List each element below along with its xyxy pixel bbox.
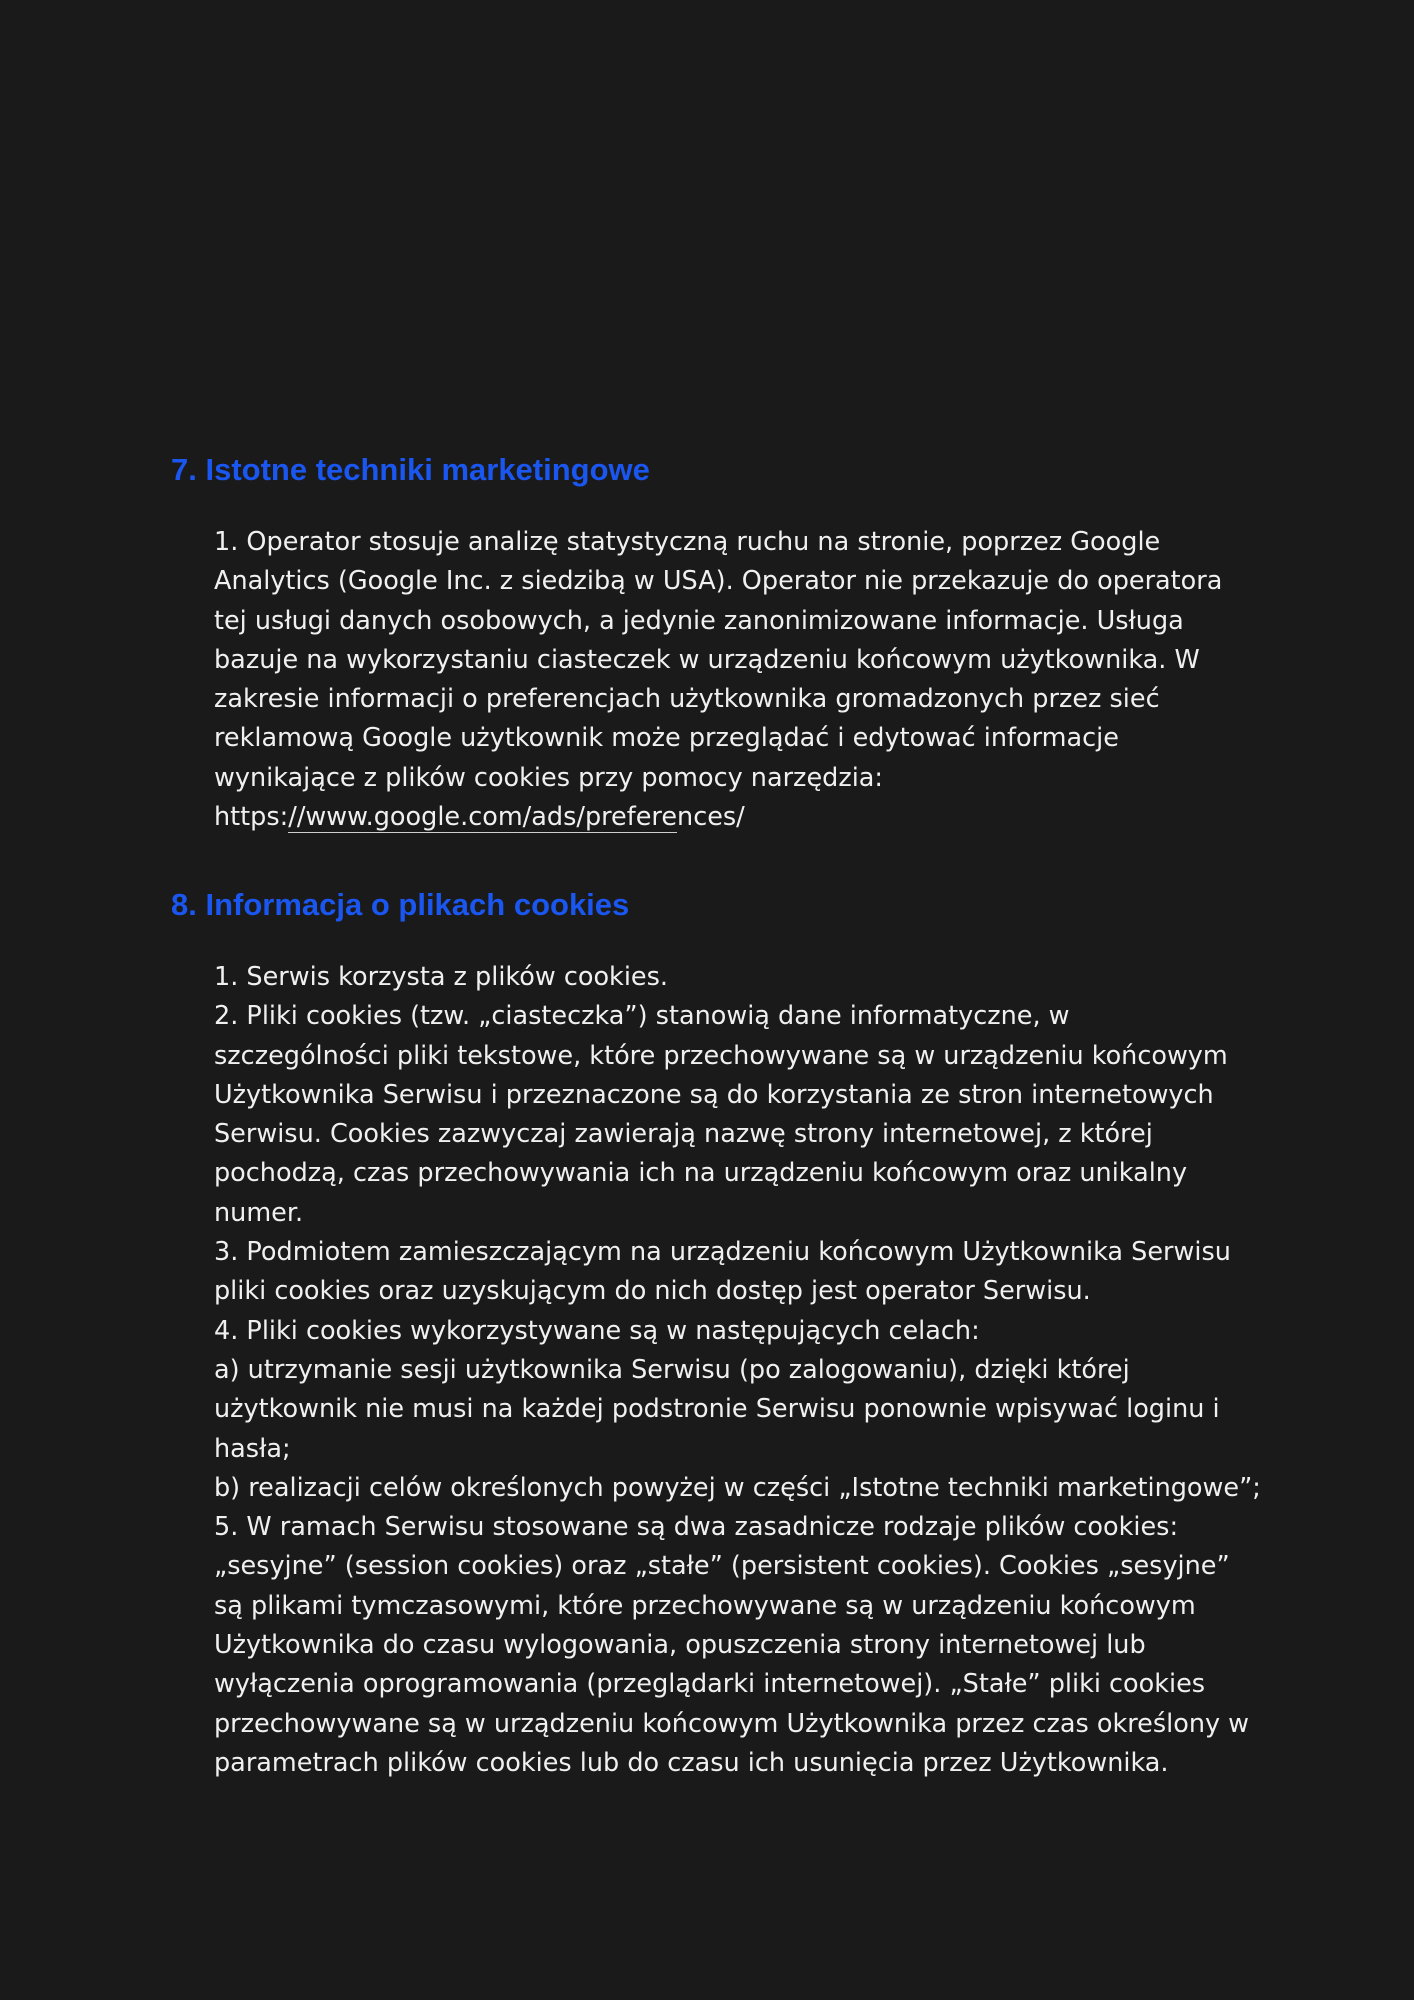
section-8-line: 4. Pliki cookies wykorzystywane są w następujących celach: — [214, 1315, 980, 1346]
link-suffix: nces/ — [677, 802, 745, 833]
section-8-line: Serwisu. Cookies zazwyczaj zawierają nazwę strony internetowej, z której — [214, 1119, 1153, 1150]
section-8-line: 5. W ramach Serwisu stosowane są dwa zasadnicze rodzaje plików cookies: — [214, 1512, 1179, 1543]
section-8-line: „sesyjne” (session cookies) oraz „stałe” (persistent cookies). Cookies „sesyjne” — [214, 1551, 1230, 1582]
section-7-line: 1. Operator stosuje analizę statystyczną ruchu na stronie, poprzez Google — [214, 527, 1161, 557]
section-8-line: szczególności pliki tekstowe, które przechowywane są w urządzeniu końcowym — [214, 1040, 1228, 1071]
section-8-line: są plikami tymczasowymi, które przechowywane są w urządzeniu końcowym — [214, 1590, 1196, 1621]
section-8-line: pliki cookies oraz uzyskującym do nich dostęp jest operator Serwisu. — [214, 1276, 1091, 1307]
section-8-line: pochodzą, czas przechowywania ich na urządzeniu końcowym oraz unikalny — [214, 1158, 1188, 1189]
google-ads-preferences-link[interactable]: //www.google.com/ads/prefere — [288, 802, 678, 833]
section-8-line: Użytkownika Serwisu i przeznaczone są do korzystania ze stron internetowych — [214, 1079, 1214, 1110]
section-8-line: Użytkownika do czasu wylogowania, opuszczenia strony internetowej lub — [214, 1630, 1146, 1661]
section-8-line: 1. Serwis korzysta z plików cookies. — [214, 962, 668, 992]
section-8-line: 3. Podmiotem zamieszczającym na urządzeniu końcowym Użytkownika Serwisu — [214, 1237, 1231, 1268]
section-7-body — [214, 523, 1254, 837]
section-8-line: a) utrzymanie sesji użytkownika Serwisu (po zalogowaniu), dzięki której — [214, 1354, 1130, 1385]
section-7-title: 7. Istotne techniki marketingowe — [171, 452, 650, 487]
section-7-line: reklamową Google użytkownik może przeglądać i edytować informacje — [214, 723, 1119, 754]
section-8-line: użytkownik nie musi na każdej podstronie Serwisu ponownie wpisywać loginu i — [214, 1394, 1220, 1425]
preferences-link-line — [214, 798, 1254, 837]
section-7-line: tej usługi danych osobowych, a jedynie zanonimizowane informacje. Usługa — [214, 605, 1184, 636]
section-8-body — [214, 958, 1261, 1783]
section-7-line: wynikające z plików cookies przy pomocy narzędzia: — [214, 762, 884, 793]
section-7-line: zakresie informacji o preferencjach użytkownika gromadzonych przez sieć — [214, 684, 1160, 715]
section-8-title: 8. Informacja o plikach cookies — [171, 887, 630, 922]
section-8-line: przechowywane są w urządzeniu końcowym Użytkownika przez czas określony w — [214, 1708, 1250, 1739]
section-8-line: parametrach plików cookies lub do czasu ich usunięcia przez Użytkownika. — [214, 1747, 1169, 1778]
section-8-line: b) realizacji celów określonych powyżej w części „Istotne techniki marketingowe”; — [214, 1472, 1261, 1503]
section-8-line: hasła; — [214, 1433, 291, 1464]
section-7-line: bazuje na wykorzystaniu ciasteczek w urządzeniu końcowym użytkownika. W — [214, 644, 1200, 675]
section-7-line: Analytics (Google Inc. z siedzibą w USA). Operator nie przekazuje do operatora — [214, 566, 1223, 597]
section-8-line: 2. Pliki cookies (tzw. „ciasteczka”) stanowią dane informatyczne, w — [214, 1001, 1070, 1032]
section-8-line: wyłączenia oprogramowania (przeglądarki internetowej). „Stałe” pliki cookies — [214, 1669, 1206, 1700]
section-8-line: numer. — [214, 1197, 304, 1228]
link-prefix: https: — [214, 802, 289, 833]
